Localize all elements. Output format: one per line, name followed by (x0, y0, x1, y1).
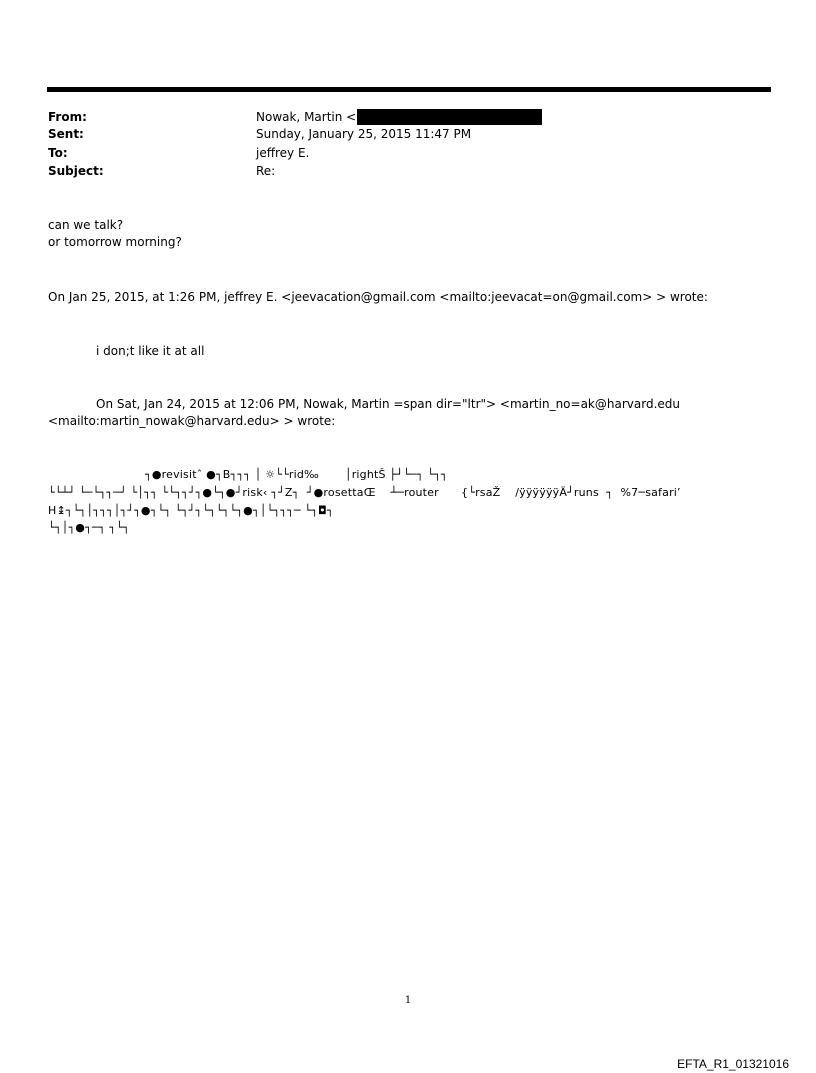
quote1-text: i don;t like it at all (96, 344, 205, 358)
sent-value: Sunday, January 25, 2015 11:47 PM (256, 127, 472, 141)
sent-label: Sent: (48, 127, 84, 141)
body-line-2: or tomorrow morning? (48, 235, 182, 249)
to-label: To: (48, 146, 68, 160)
from-label: From: (48, 110, 87, 124)
document-id: EFTA_R1_01321016 (677, 1057, 789, 1071)
page-number: 1 (404, 995, 412, 1006)
redaction-block (357, 109, 542, 125)
from-name: Nowak, Martin < (256, 110, 357, 124)
garbled-line-3: H↨┐└┐│┐┐┐│┐┘┐●┐└┐ └┐┘┐└┐└┐└┐●┐│└┐┐┐─ └┐◘┐ (48, 504, 334, 517)
garbled-line-1: ┐●revisitˆ ●┐B┐┐┐ │ ☼└└rid‰ │rightŠ ├┘└─┐ └┐┐ (145, 468, 448, 481)
garbled-line-2: └└┴┘ └─└┐┐─┘ └│┐┐ └└┐┐┘┐●└┐●┘risk‹ ┐┘Z┐ ┘●rosettaŒ ┴─router {└rsaŽ /ÿÿÿÿÿÿÄ┘runs ┐ %7─safari’ (48, 486, 681, 499)
garbled-line-4: └┐│┐●┐─┐ ┐└┐ (48, 521, 130, 534)
quote1-header: On Jan 25, 2015, at 1:26 PM, jeffrey E. <jeevacation@gmail.com <mailto:jeevacat=on@gmail.com> > wrote: (48, 290, 708, 304)
header-rule (47, 87, 771, 92)
quote2-header-line1: On Sat, Jan 24, 2015 at 12:06 PM, Nowak, Martin =span dir="ltr"> <martin_no=ak@harvard.edu (96, 397, 680, 411)
subject-value: Re: (256, 164, 276, 178)
to-value: jeffrey E. (256, 146, 310, 160)
subject-label: Subject: (48, 164, 104, 178)
from-value (256, 109, 542, 125)
body-line-1: can we talk? (48, 218, 124, 232)
quote2-header-line2: <mailto:martin_nowak@harvard.edu> > wrote: (48, 414, 336, 428)
